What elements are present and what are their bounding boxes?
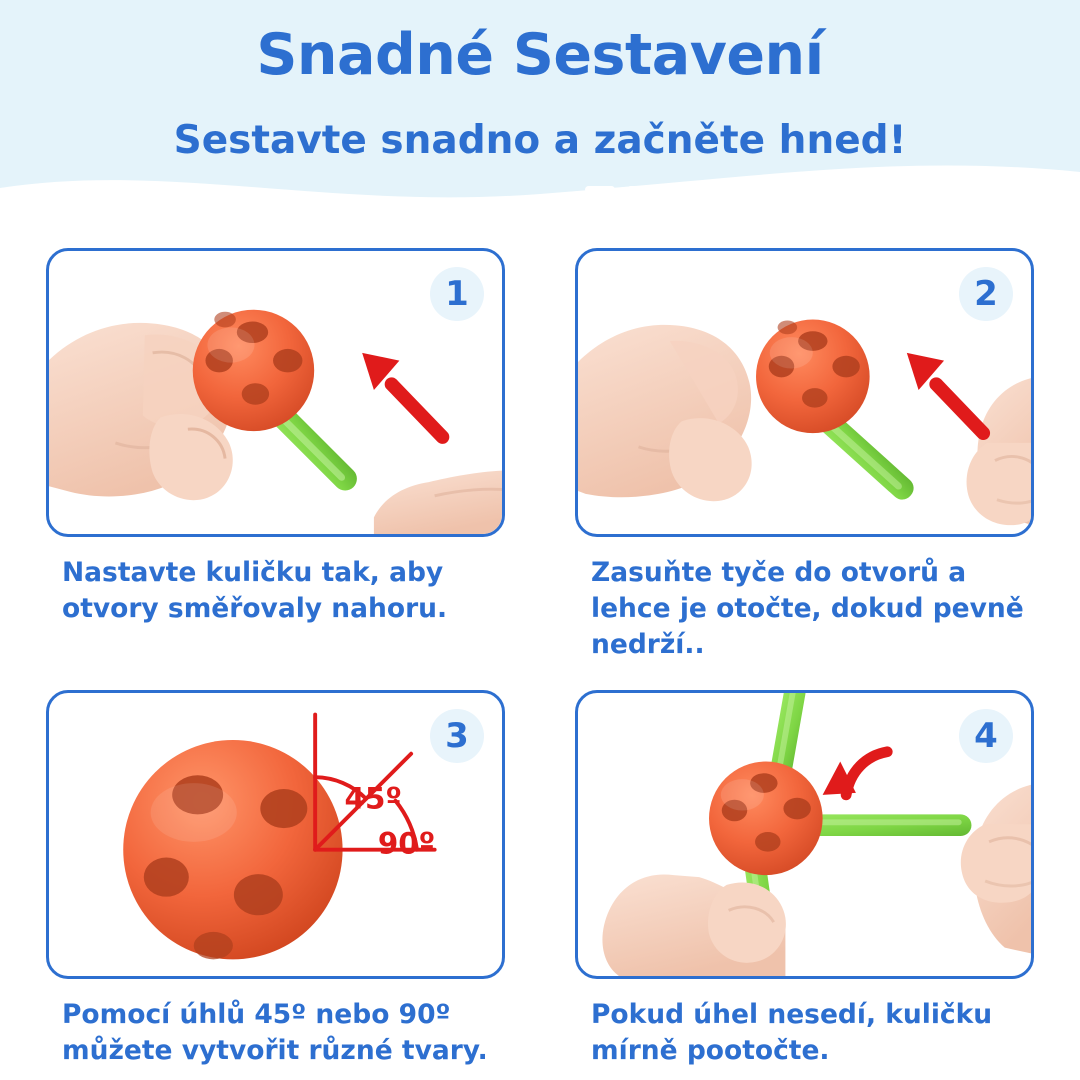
page-title: Snadné Sestavení [256,22,824,88]
step-1-badge: 1 [430,267,484,321]
wave-divider-icon [0,154,1080,212]
step-3-caption: Pomocí úhlů 45º nebo 90º můžete vytvořit různé tvary. [62,999,488,1067]
steps-grid [46,248,1034,1069]
step-1-illustration [46,248,505,537]
steps-row [46,690,1034,1069]
step-1-caption: Nastavte kuličku tak, aby otvory směřovaly nahoru. [62,557,448,624]
step-card-1 [46,248,505,662]
steps-row [46,248,1034,662]
step-card-2 [575,248,1034,662]
angle-label-45: 45º [344,781,402,816]
orange-ball-illustration [193,310,314,431]
red-rotation-arrow-icon [823,752,888,795]
step-2-badge: 2 [959,267,1013,321]
step-4-illustration [575,690,1034,979]
right-hand-illustration [961,783,1031,955]
right-hand-illustration [967,376,1031,527]
header-banner [0,0,1080,212]
step-2-illustration [575,248,1034,537]
left-hand-illustration [602,875,785,977]
step-3-illustration [46,690,505,979]
step-3-badge: 3 [430,709,484,763]
step-4-caption: Pokud úhel nesedí, kuličku mírně pootočte. [591,999,993,1067]
step-card-3 [46,690,505,1069]
orange-ball-illustration [756,320,870,434]
right-hand-illustration [374,378,502,534]
page-subtitle: Sestavte snadno a začněte hned! [173,118,907,163]
step-2-caption: Zasuňte tyče do otvorů a lehce je otočte, dokud pevně nedrží.. [591,557,1024,660]
orange-ball-illustration [123,740,342,959]
angle-label-90: 90º [377,826,436,861]
step-card-4 [575,690,1034,1069]
red-arrow-icon [907,353,983,433]
orange-ball-illustration [709,762,823,876]
step-4-badge: 4 [959,709,1013,763]
left-hand-illustration [578,325,752,501]
